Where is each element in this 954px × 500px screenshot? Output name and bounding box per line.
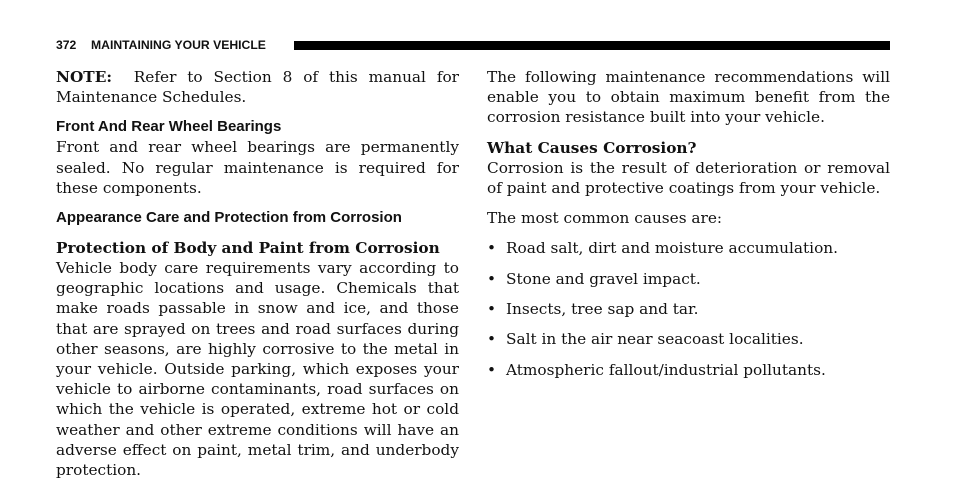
wheel-bearings-text: Front and rear wheel bearings are permanently sealed. No regular maintenance is required for these components. bbox=[56, 138, 459, 197]
bullet-icon: • bbox=[487, 239, 497, 258]
page-header bbox=[56, 38, 890, 52]
note-text: Refer to Section 8 of this manual for Maintenance Schedules. bbox=[56, 68, 459, 107]
right-column bbox=[487, 67, 890, 390]
protection-heading: Protection of Body and Paint from Corrosion bbox=[56, 239, 440, 258]
bullet-icon: • bbox=[487, 360, 497, 379]
bullet-icon: • bbox=[487, 300, 497, 318]
causes-heading: What Causes Corrosion? bbox=[487, 138, 697, 157]
causes-text: Corrosion is the result of deterioration or removal of paint and protective coatings from your vehicle. bbox=[487, 158, 890, 197]
list-item: • Stone and gravel impact. bbox=[487, 269, 701, 288]
bullet-icon: • bbox=[487, 269, 497, 288]
intro-paragraph: The following maintenance recommendations will enable you to obtain maximum benefit from the corrosion resistance built into your vehicle. bbox=[487, 68, 890, 127]
page-number: 372 bbox=[56, 38, 77, 52]
protection-text: Vehicle body care requirements vary according to geographic locations and usage. Chemicals that make roads passable in snow and ice, and those that are sprayed on trees and road surfaces during other seasons, are highly corrosive to the metal in your vehicle. Outside parking, which exposes your vehicle to airborne contaminants, road surfaces on which the vehicle is operated, extreme hot or cold weather and other extreme conditions will have an adverse effect on paint, metal trim, and underbody protection. bbox=[56, 259, 459, 480]
section-title: MAINTAINING YOUR VEHICLE bbox=[91, 38, 266, 52]
note-label: NOTE: bbox=[56, 68, 112, 86]
left-column bbox=[56, 67, 459, 480]
list-item: • Salt in the air near seacoast localities. bbox=[487, 330, 804, 349]
list-item: • Insects, tree sap and tar. bbox=[487, 300, 699, 318]
list-item: • Atmospheric fallout/industrial pollutants. bbox=[487, 360, 826, 379]
wheel-bearings-heading: Front And Rear Wheel Bearings bbox=[56, 118, 282, 136]
header-rule-bar bbox=[294, 41, 890, 50]
appearance-care-heading: Appearance Care and Protection from Corrosion bbox=[56, 209, 402, 227]
list-item: • Road salt, dirt and moisture accumulation. bbox=[487, 239, 838, 258]
common-causes-intro: The most common causes are: bbox=[487, 209, 723, 228]
bullet-icon: • bbox=[487, 330, 497, 349]
causes-list bbox=[487, 238, 890, 380]
note-paragraph bbox=[56, 67, 459, 107]
